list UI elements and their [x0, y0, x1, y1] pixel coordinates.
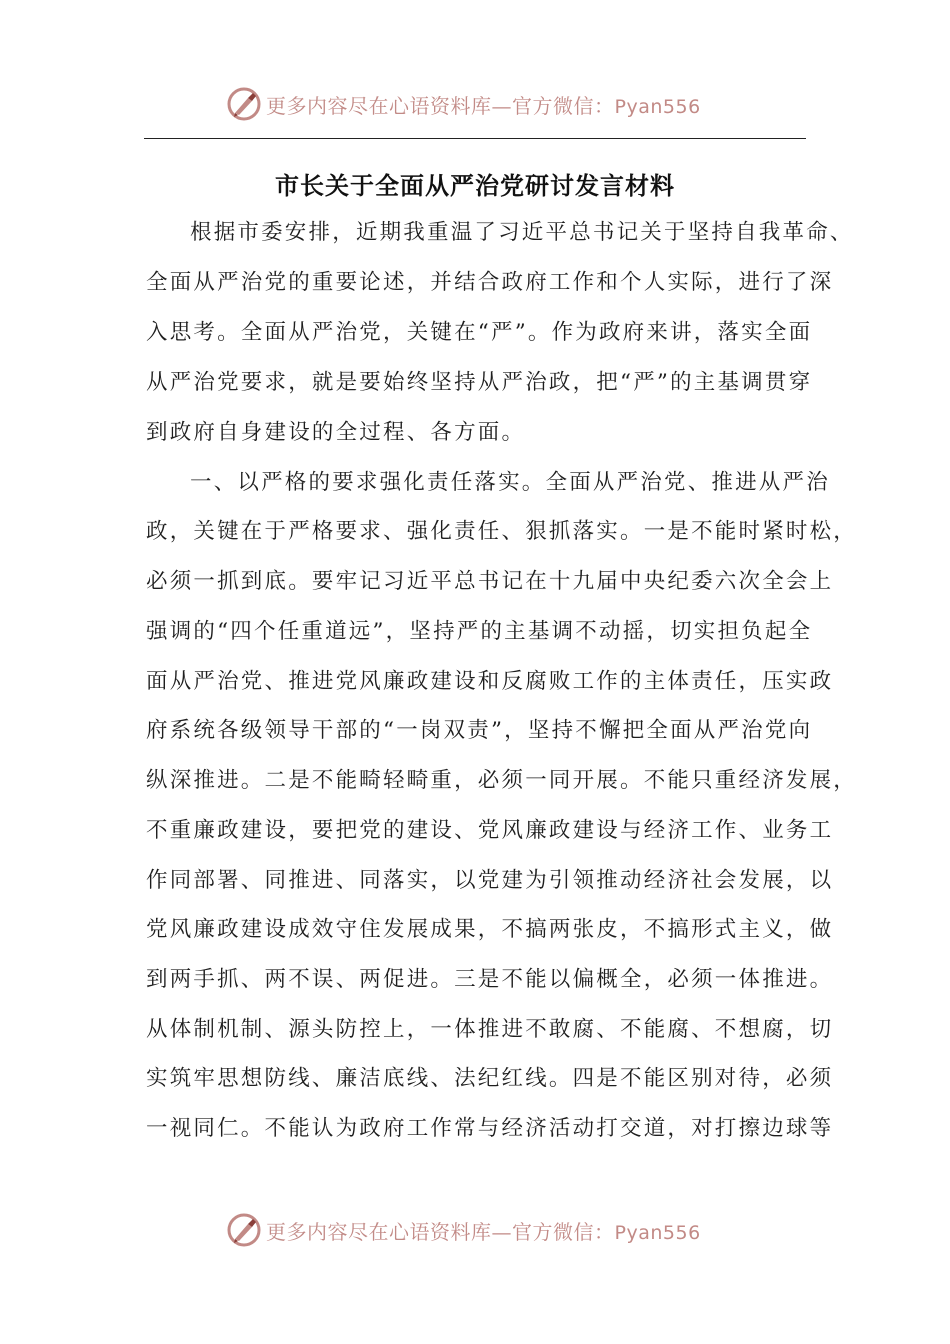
body-line: 党风廉政建设成效守住发展成果，不搞两张皮，不搞形式主义，做 — [146, 917, 834, 942]
header-divider — [144, 138, 806, 139]
body-line: 入思考。全面从严治党，关键在“严”。作为政府来讲，落实全面 — [146, 320, 813, 345]
body-line: 一、以严格的要求强化责任落实。全面从严治党、推进从严治 — [190, 470, 830, 495]
wechat-id: Pyan556 — [614, 1221, 701, 1244]
body-line: 到两手抓、两不误、两促进。三是不能以偏概全，必须一体推进。 — [146, 967, 834, 992]
body-line: 不重廉政建设，要把党的建设、党风廉政建设与经济工作、业务工 — [146, 818, 834, 843]
body-line: 实筑牢思想防线、廉洁底线、法纪红线。四是不能区别对待，必须 — [146, 1066, 834, 1091]
wechat-id: Pyan556 — [614, 95, 701, 118]
body-line: 必须一抓到底。要牢记习近平总书记在十九届中央纪委六次全会上 — [146, 569, 834, 594]
header-watermark — [0, 84, 950, 124]
watermark-text: 更多内容尽在心语资料库—官方微信：Pyan556 — [266, 1219, 701, 1244]
footer-watermark — [0, 1210, 950, 1250]
watermark-text: 更多内容尽在心语资料库—官方微信：Pyan556 — [266, 93, 701, 118]
body-line: 全面从严治党的重要论述，并结合政府工作和个人实际，进行了深 — [146, 270, 834, 295]
document-title: 市长关于全面从严治党研讨发言材料 — [275, 171, 675, 200]
body-line: 到政府自身建设的全过程、各方面。 — [146, 420, 526, 445]
body-line: 作同部署、同推进、同落实，以党建为引领推动经济社会发展，以 — [146, 868, 834, 893]
body-line: 强调的“四个任重道远”，坚持严的主基调不动摇，切实担负起全 — [146, 619, 813, 644]
pen-logo-icon — [226, 86, 262, 122]
body-line: 一视同仁。不能认为政府工作常与经济活动打交道，对打擦边球等 — [146, 1116, 834, 1141]
body-line: 根据市委安排，近期我重温了习近平总书记关于坚持自我革命、 — [190, 220, 854, 245]
body-line: 从严治党要求，就是要始终坚持从严治政，把“严”的主基调贯穿 — [146, 370, 813, 395]
body-line: 纵深推进。二是不能畸轻畸重，必须一同开展。不能只重经济发展， — [146, 768, 858, 793]
body-line: 政，关键在于严格要求、强化责任、狠抓落实。一是不能时紧时松， — [146, 519, 858, 544]
body-line: 府系统各级领导干部的“一岗双责”，坚持不懈把全面从严治党向 — [146, 718, 813, 743]
pen-logo-icon — [226, 1212, 262, 1248]
body-line: 面从严治党、推进党风廉政建设和反腐败工作的主体责任，压实政 — [146, 669, 834, 694]
body-line: 从体制机制、源头防控上，一体推进不敢腐、不能腐、不想腐，切 — [146, 1017, 834, 1042]
